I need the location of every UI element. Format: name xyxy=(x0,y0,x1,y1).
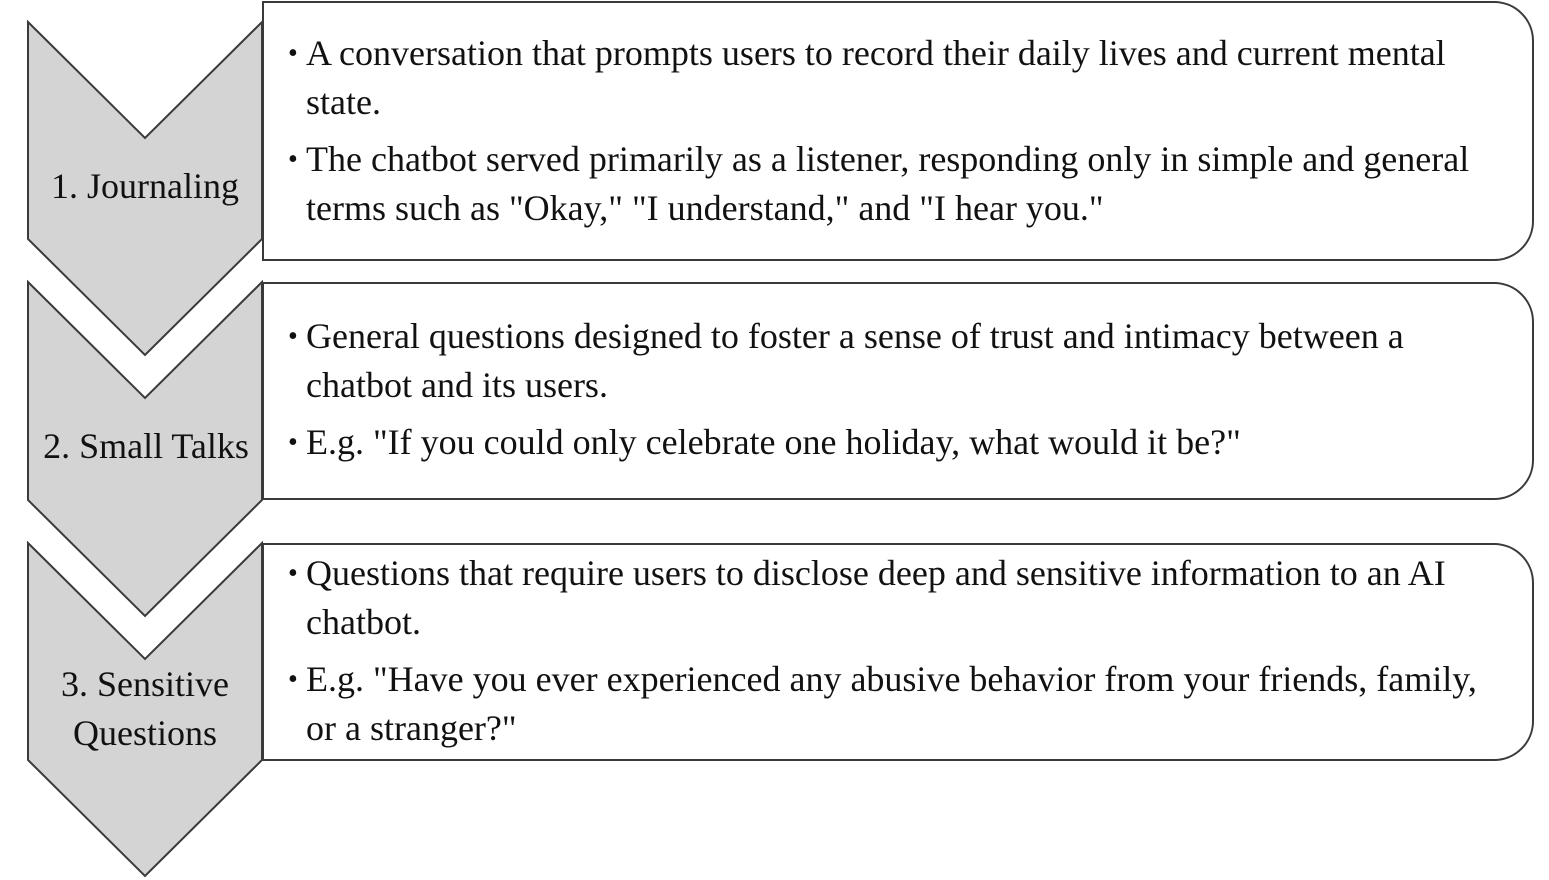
bullet-dot-icon: • xyxy=(288,144,298,175)
stage-1-card xyxy=(262,1,1534,261)
stage-1-bullet-1-text: A conversation that prompts users to record their daily lives and current mental state. xyxy=(306,33,1446,122)
stage-3-label: 3. Sensitive Questions xyxy=(61,664,229,753)
bullet-dot-icon: • xyxy=(288,38,298,69)
stage-2-bullet-1 xyxy=(288,312,1506,410)
stage-2-bullet-2 xyxy=(288,418,1506,467)
stage-3-card xyxy=(262,543,1534,761)
stage-2-label: 2. Small Talks xyxy=(43,426,249,466)
stage-2-bullet-2-text: E.g. "If you could only celebrate one holiday, what would it be?" xyxy=(306,422,1241,462)
stage-3-bullet-1 xyxy=(288,549,1506,647)
stage-1-label: 1. Journaling xyxy=(51,166,239,206)
stage-1-bullet-2 xyxy=(288,135,1506,233)
bullet-dot-icon: • xyxy=(288,664,298,695)
bullet-dot-icon: • xyxy=(288,321,298,352)
stage-3-bullet-2-text: E.g. "Have you ever experienced any abusive behavior from your friends, family, or a stranger?" xyxy=(306,659,1477,748)
bullet-dot-icon: • xyxy=(288,558,298,589)
bullet-dot-icon: • xyxy=(288,427,298,458)
stage-2-bullet-1-text: General questions designed to foster a sense of trust and intimacy between a chatbot and its users. xyxy=(306,316,1404,405)
stage-1-bullet-1 xyxy=(288,29,1506,127)
stage-2-card xyxy=(262,282,1534,500)
stage-3-bullet-1-text: Questions that require users to disclose deep and sensitive information to an AI chatbot. xyxy=(306,553,1446,642)
stage-3-bullet-2 xyxy=(288,655,1506,753)
stage-1-bullet-2-text: The chatbot served primarily as a listener, responding only in simple and general terms such as "Okay," "I understand," and "I hear you." xyxy=(306,139,1470,228)
